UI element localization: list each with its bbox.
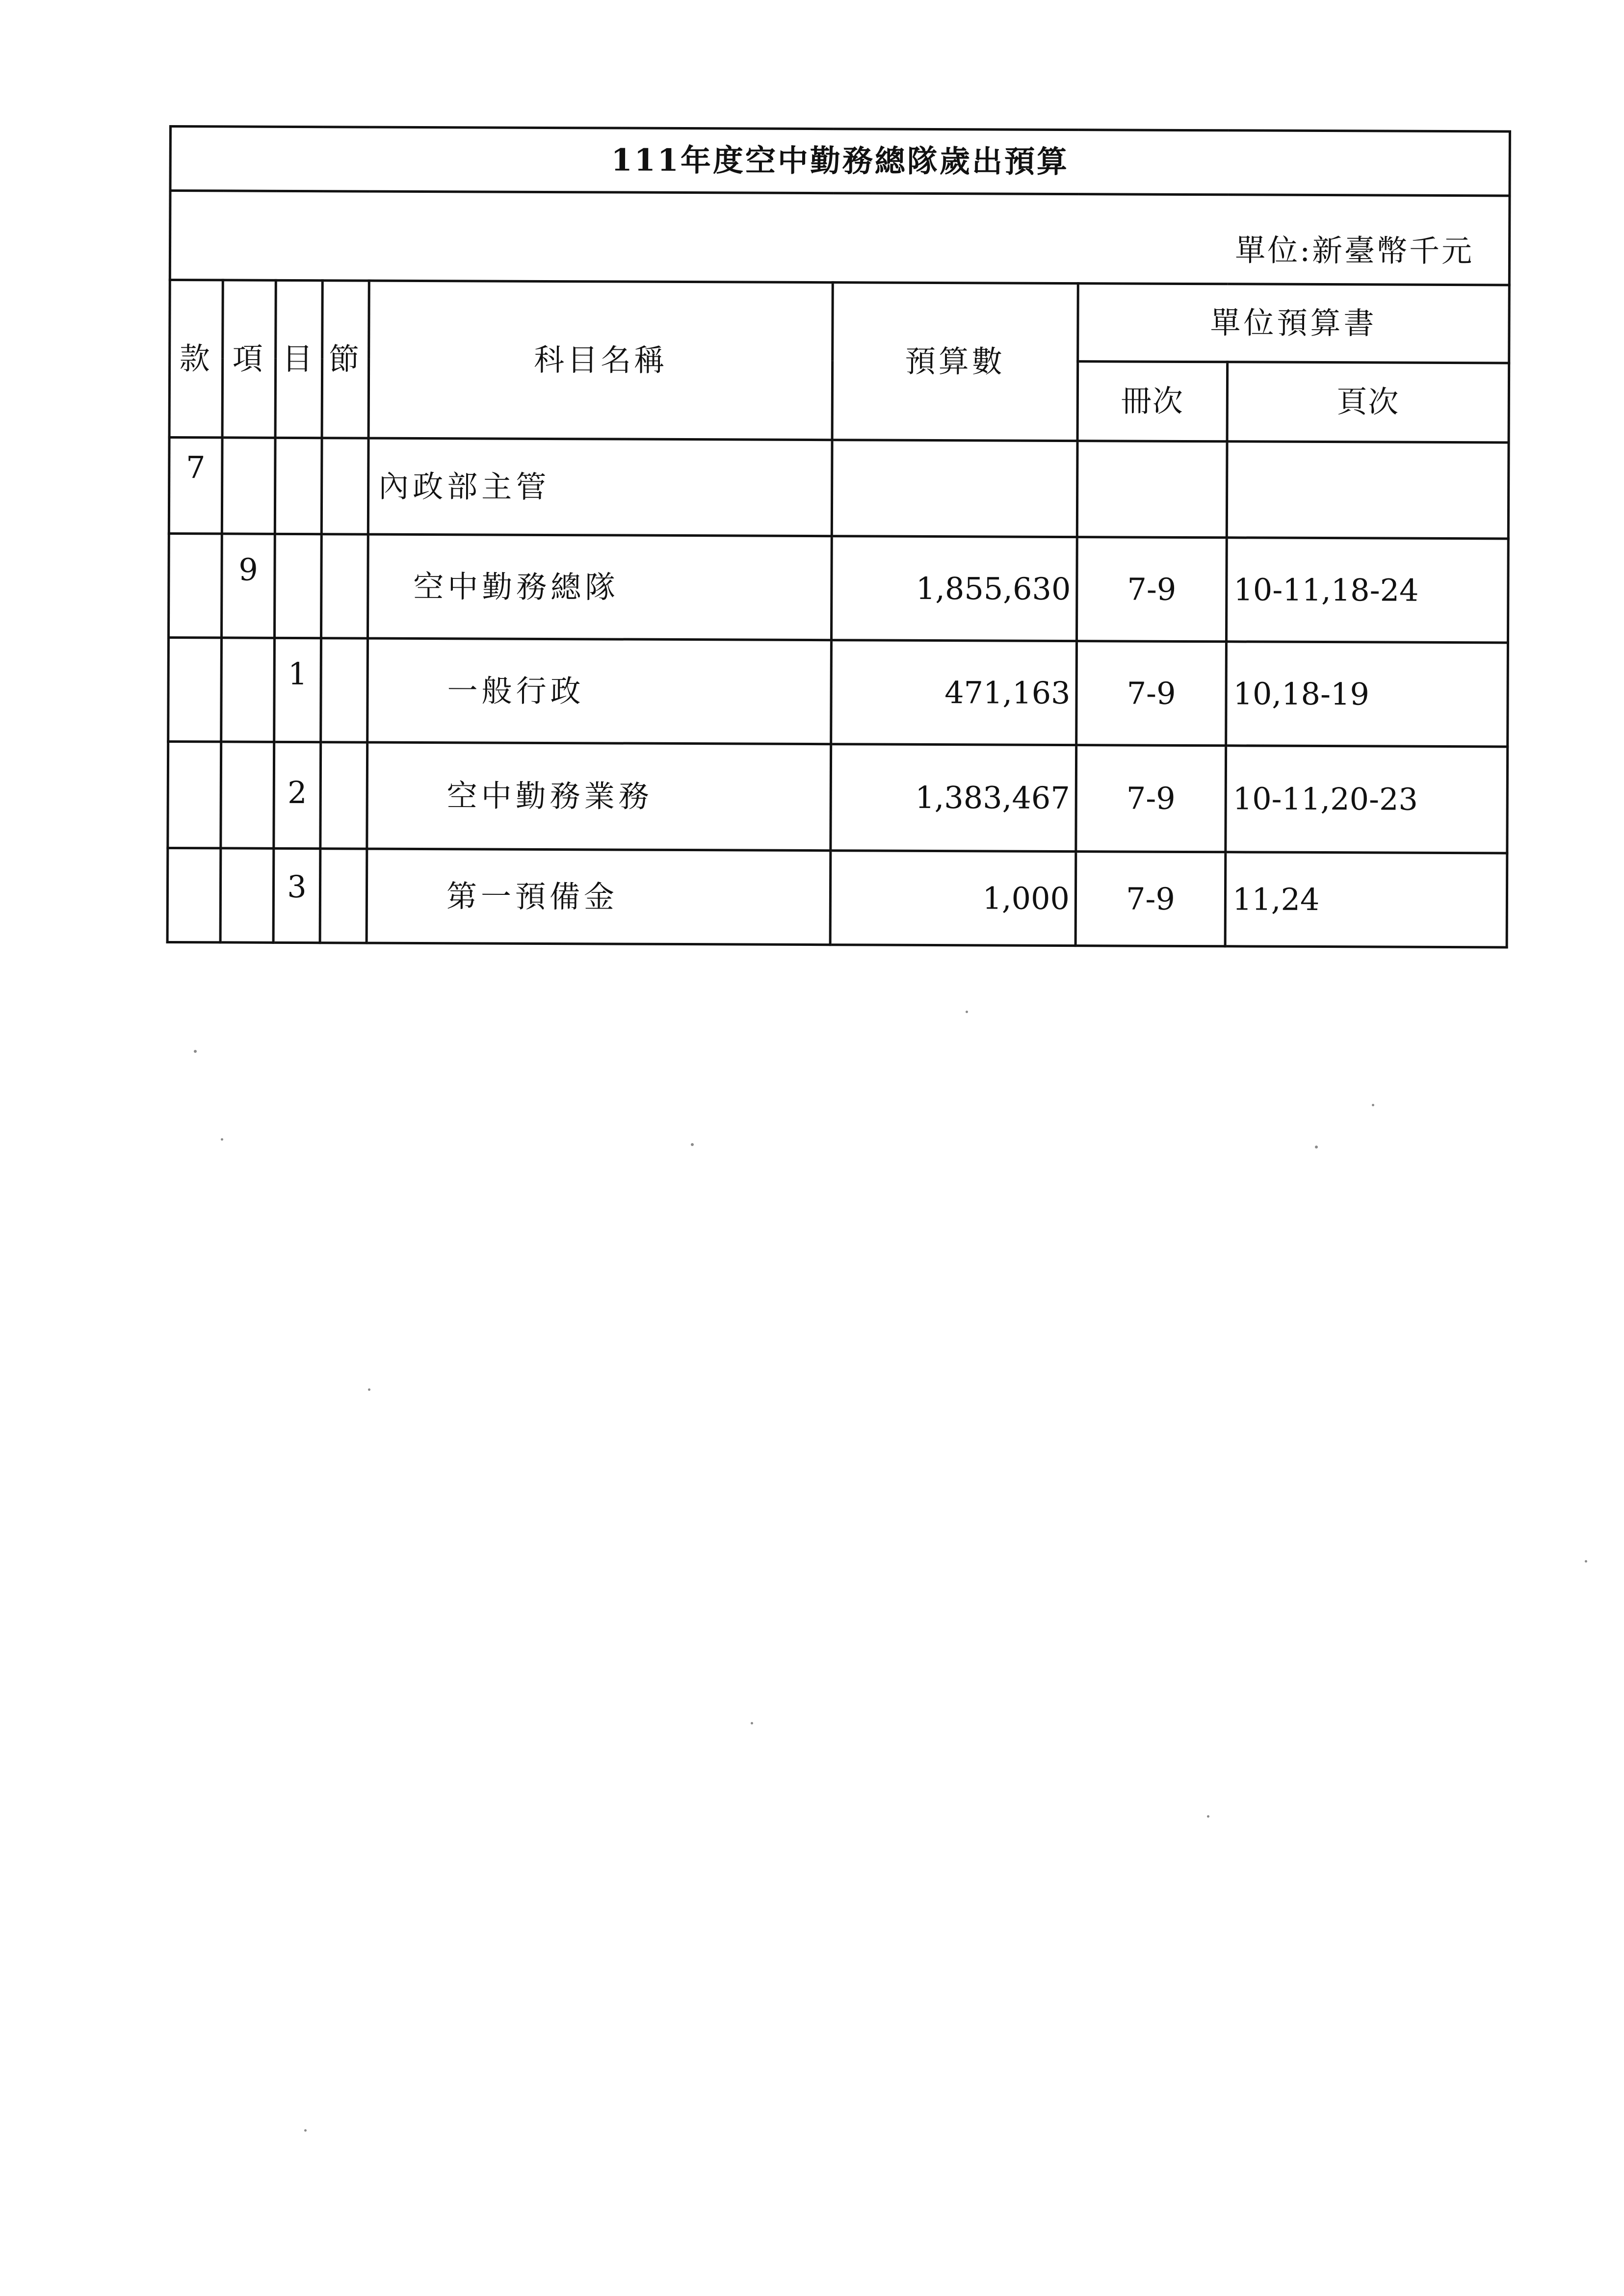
scan-speck — [368, 1388, 370, 1391]
row-volume: 7-9 — [1075, 852, 1226, 946]
header-mu: 目 — [275, 280, 322, 438]
row-name: 一般行政 — [367, 638, 832, 744]
scan-speck — [966, 1011, 968, 1013]
row-xiang — [221, 742, 274, 848]
row-volume — [1077, 441, 1227, 538]
row-jie — [321, 534, 368, 638]
row-kuan — [168, 742, 221, 848]
unit-label: 單位:新臺幣千元 — [170, 191, 1510, 285]
header-budget-book: 單位預算書 — [1078, 283, 1510, 363]
scan-speck — [751, 1722, 753, 1724]
scan-speck — [194, 1050, 197, 1053]
scan-speck — [1372, 1104, 1374, 1106]
row-xiang — [220, 848, 274, 942]
budget-table — [166, 125, 1511, 948]
row-mu: 1 — [274, 638, 321, 742]
row-name: 空中勤務總隊 — [367, 535, 832, 641]
row-mu — [275, 438, 322, 534]
row-mu: 3 — [273, 849, 320, 943]
row-name: 空中勤務業務 — [367, 742, 831, 851]
row-name: 內政部主管 — [368, 438, 832, 536]
row-pages: 10-11,20-23 — [1226, 746, 1508, 853]
row-mu — [274, 534, 321, 638]
header-jie: 節 — [322, 280, 369, 438]
scan-speck — [1315, 1146, 1318, 1148]
unit-row — [170, 191, 1510, 285]
row-amount: 1,383,467 — [831, 744, 1076, 852]
scan-speck — [221, 1138, 223, 1141]
header-row-1 — [170, 280, 1510, 363]
row-volume: 7-9 — [1076, 537, 1227, 642]
row-kuan — [168, 534, 222, 638]
scan-speck — [304, 2129, 307, 2132]
row-jie — [320, 849, 367, 943]
row-jie — [321, 638, 368, 742]
row-kuan — [167, 848, 221, 942]
row-volume: 7-9 — [1076, 641, 1227, 746]
header-xiang: 項 — [222, 280, 276, 438]
budget-sheet — [166, 125, 1509, 948]
row-xiang — [222, 438, 275, 534]
header-volume: 冊次 — [1077, 362, 1228, 442]
row-pages: 11,24 — [1225, 852, 1507, 947]
row-amount: 1,000 — [830, 851, 1076, 946]
header-kuan: 款 — [169, 280, 223, 437]
row-volume: 7-9 — [1076, 745, 1226, 852]
row-xiang — [221, 638, 275, 742]
row-xiang: 9 — [221, 534, 275, 638]
header-name: 科目名稱 — [368, 281, 833, 440]
scan-speck — [691, 1143, 694, 1146]
title-row — [170, 127, 1510, 196]
row-jie — [320, 742, 367, 849]
header-pages: 頁次 — [1227, 362, 1509, 443]
row-amount: 1,855,630 — [831, 536, 1077, 641]
row-mu: 2 — [274, 742, 321, 849]
table-row — [168, 742, 1508, 853]
scan-speck — [1585, 1560, 1587, 1563]
scan-speck — [1207, 1815, 1209, 1818]
row-name: 第一預備金 — [367, 849, 831, 944]
table-row — [168, 638, 1508, 747]
row-kuan: 7 — [169, 437, 222, 534]
row-kuan — [168, 638, 222, 742]
table-title: 111年度空中勤務總隊歲出預算 — [170, 127, 1510, 196]
row-jie — [321, 438, 368, 534]
row-pages: 10-11,18-24 — [1226, 538, 1508, 643]
header-amount: 預算數 — [832, 282, 1078, 441]
row-pages: 10,18-19 — [1226, 642, 1508, 747]
row-pages — [1227, 441, 1509, 539]
row-amount: 471,163 — [831, 640, 1077, 745]
table-row — [168, 534, 1508, 643]
table-row — [167, 848, 1507, 947]
row-amount — [832, 440, 1077, 537]
table-row — [169, 437, 1509, 539]
